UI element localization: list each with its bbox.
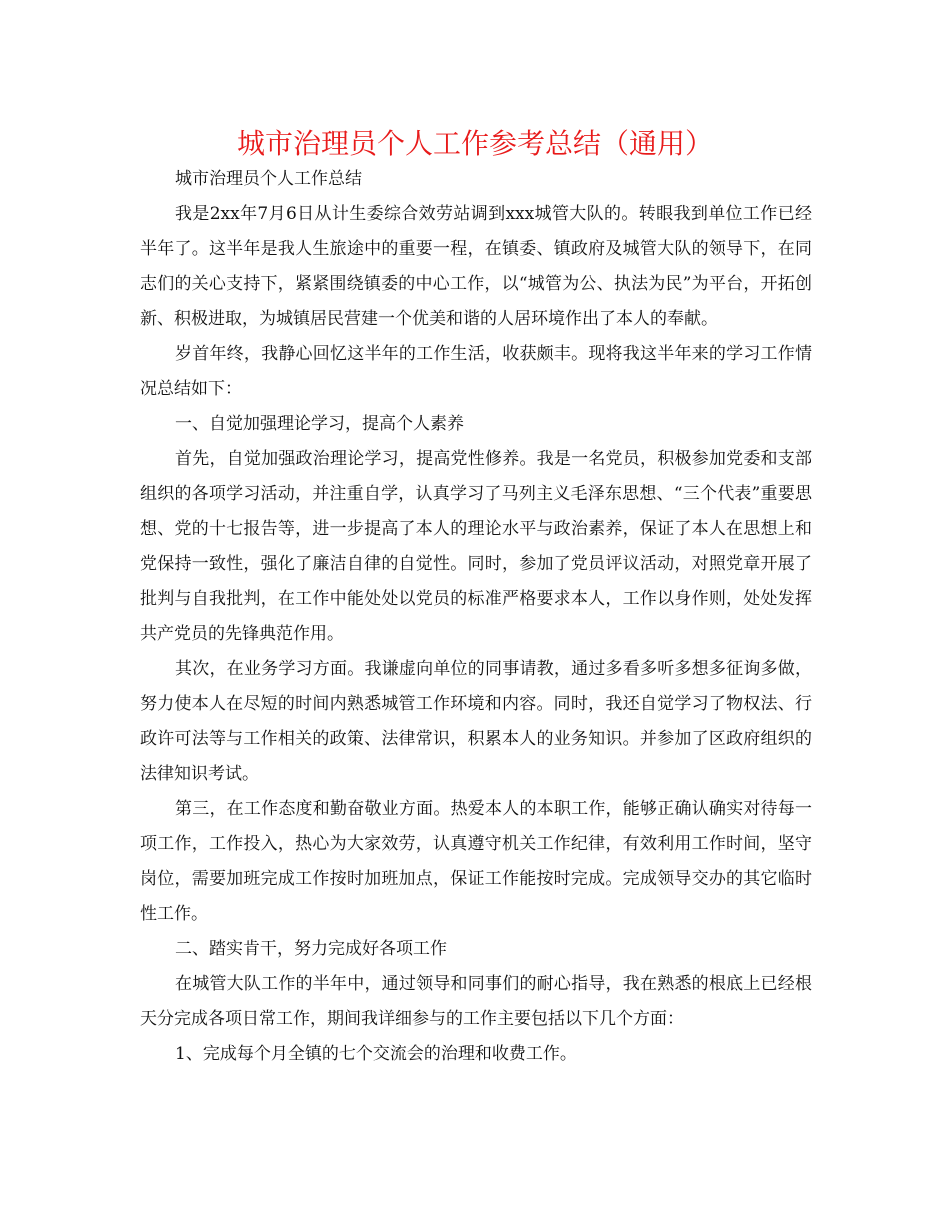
paragraph-first: 首先，自觉加强政治理论学习，提高党性修养。我是一名党员，积极参加党委和支部组织的各项学习活动，并注重自学，认真学习了马列主义毛泽东思想、“三个代表”重要思想、党的十七报告等，进一步提高了本人的理论水平与政治素养，保证了本人在思想上和党保持一致性，强化了廉洁自律的自觉性。同时，参加了党员评议活动，对照党章开展了批判与自我批判，在工作中能处处以党员的标准严格要求本人，工作以身作则，处处发挥共产党员的先锋典范作用。 [140, 449, 812, 644]
paragraph-summary-lead: 岁首年终，我静心回忆这半年的工作生活，收获颇丰。现将我这半年来的学习工作情况总结如下： [140, 344, 812, 399]
document-body [140, 162, 812, 1072]
section-heading-2: 二、踏实肯干，努力完成好各项工作 [175, 939, 447, 959]
list-item-1: 1、完成每个月全镇的七个交流会的治理和收费工作。 [175, 1044, 577, 1064]
paragraph-second: 其次，在业务学习方面。我谦虚向单位的同事请教，通过多看多听多想多征询多做，努力使本人在尽短的时间内熟悉城管工作环境和内容。同时，我还自觉学习了物权法、行政许可法等与工作相关的政策、法律常识，积累本人的业务知识。并参加了区政府组织的法律知识考试。 [140, 659, 812, 784]
paragraph-intro: 我是2xx年7月6日从计生委综合效劳站调到xxx城管大队的。转眼我到单位工作已经半年了。这半年是我人生旅途中的重要一程，在镇委、镇政府及城管大队的领导下，在同志们的关心支持下，紧紧围绕镇委的中心工作，以“城管为公、执法为民”为平台，开拓创新、积极进取，为城镇居民营建一个优美和谐的人居环境作出了本人的奉献。 [140, 204, 812, 329]
paragraph-third: 第三，在工作态度和勤奋敬业方面。热爱本人的本职工作，能够正确认确实对待每一项工作，工作投入，热心为大家效劳，认真遵守机关工作纪律，有效利用工作时间，坚守岗位，需要加班完成工作按时加班加点，保证工作能按时完成。完成领导交办的其它临时性工作。 [140, 799, 812, 924]
document-title: 城市治理员个人工作参考总结（通用） [236, 127, 713, 160]
section-heading-1: 一、自觉加强理论学习，提高个人素养 [175, 414, 464, 434]
paragraph-subtitle: 城市治理员个人工作总结 [175, 169, 362, 189]
paragraph-work-intro: 在城管大队工作的半年中，通过领导和同事们的耐心指导，我在熟悉的根底上已经根天分完成各项日常工作，期间我详细参与的工作主要包括以下几个方面： [140, 974, 812, 1029]
